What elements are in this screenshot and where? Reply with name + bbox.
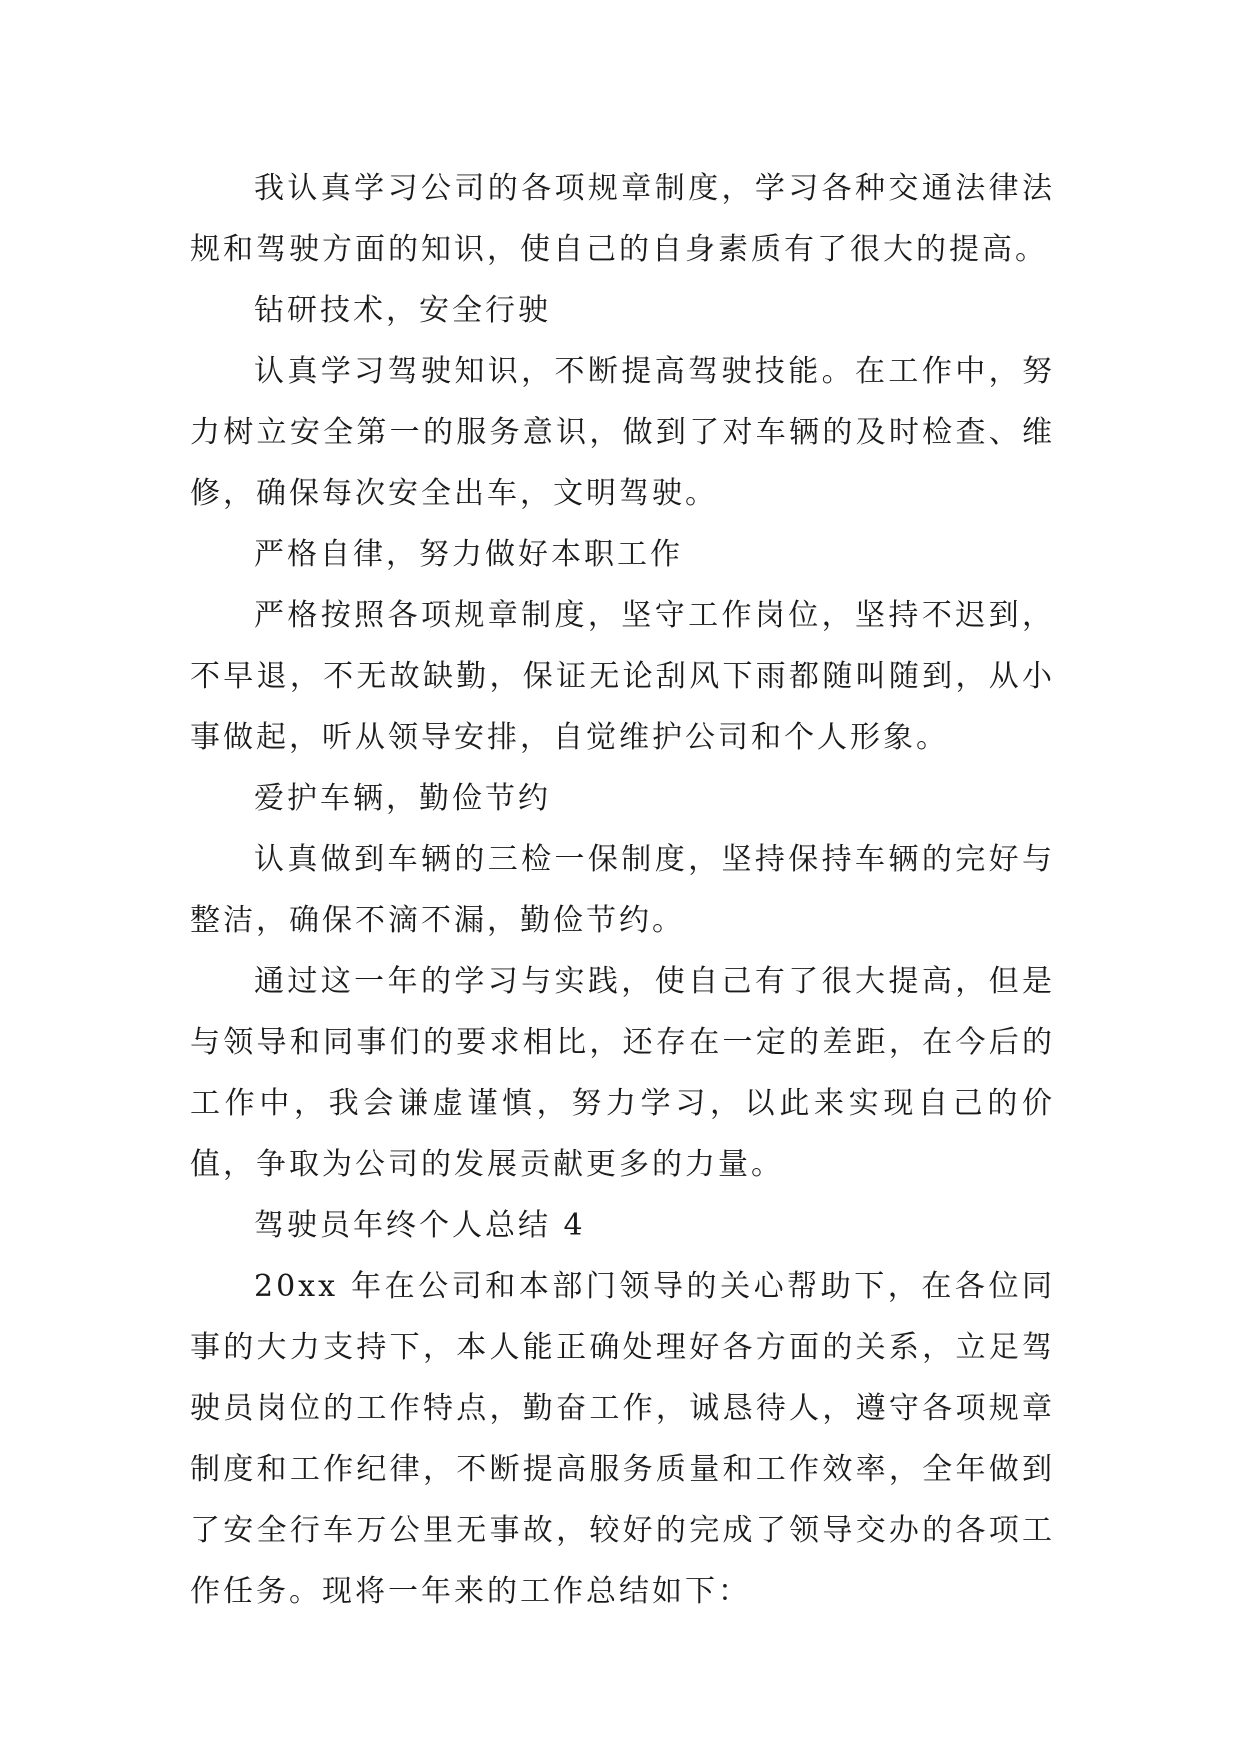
paragraph-discipline: 严格按照各项规章制度，坚守工作岗位，坚持不迟到，不早退，不无故缺勤，保证无论刮风下雨都随叫随到，从小事做起，听从领导安排，自觉维护公司和个人形象。 — [190, 598, 1055, 755]
paragraph-driving-skills: 认真学习驾驶知识，不断提高驾驶技能。在工作中，努力树立安全第一的服务意识，做到了对车辆的及时检查、维修，确保每次安全出车，文明驾驶。 — [190, 354, 1055, 511]
paragraph-reflection: 通过这一年的学习与实践，使自己有了很大提高，但是与领导和同事们的要求相比，还存在一定的差距，在今后的工作中，我会谦虚谨慎，努力学习，以此来实现自己的价值，争取为公司的发展贡献更多的力量。 — [190, 964, 1055, 1182]
section-heading-vehicle-care: 爱护车辆，勤俭节约 — [254, 781, 551, 816]
paragraph-study-rules: 我认真学习公司的各项规章制度，学习各种交通法律法规和驾驶方面的知识，使自己的自身素质有了很大的提高。 — [190, 171, 1055, 267]
paragraph-summary-intro: 20xx 年在公司和本部门领导的关心帮助下，在各位同事的大力支持下，本人能正确处理好各方面的关系，立足驾驶员岗位的工作特点，勤奋工作，诚恳待人，遵守各项规章制度和工作纪律，不断提高服务质量和工作效率，全年做到了安全行车万公里无事故，较好的完成了领导交办的各项工作任务。现将一年来的工作总结如下： — [190, 1269, 1055, 1609]
document-body — [190, 158, 1055, 1622]
paragraph-vehicle-care: 认真做到车辆的三检一保制度，坚持保持车辆的完好与整洁，确保不滴不漏，勤俭节约。 — [190, 842, 1055, 938]
section-heading-skills: 钻研技术，安全行驶 — [254, 293, 551, 328]
section-title-summary-4: 驾驶员年终个人总结 4 — [254, 1208, 586, 1243]
section-heading-discipline: 严格自律，努力做好本职工作 — [254, 537, 683, 572]
